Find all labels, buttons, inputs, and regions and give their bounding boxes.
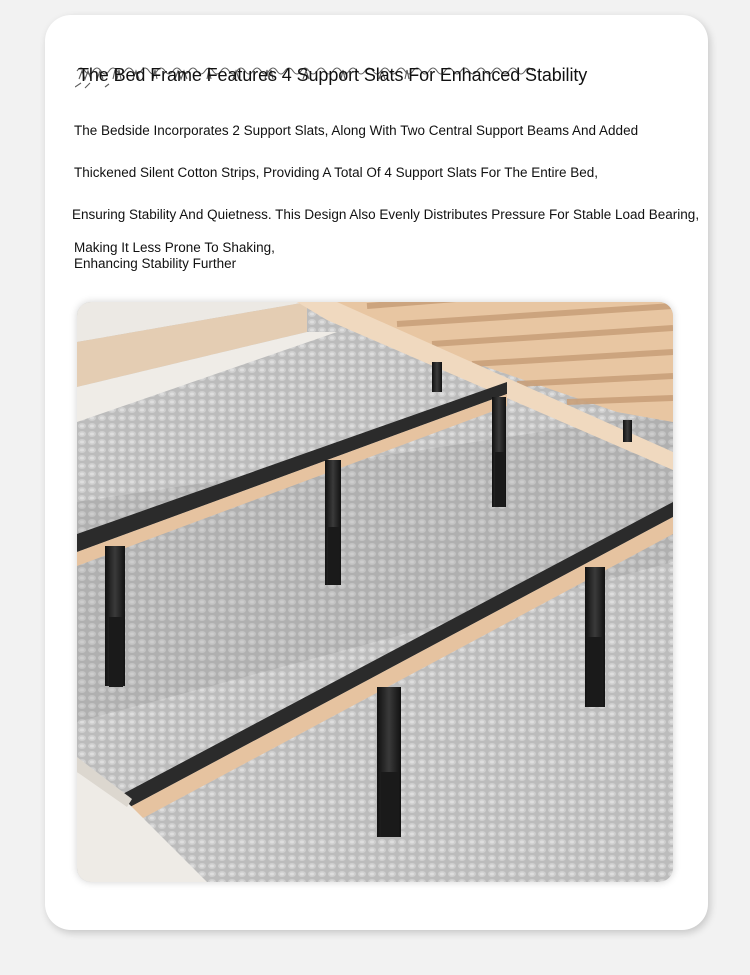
bed-frame-photo (77, 302, 673, 882)
description-line-1: The Bedside Incorporates 2 Support Slats, Along With Two Central Support Beams And Added (74, 123, 639, 138)
content-card (45, 15, 708, 930)
page-title: The Bed Frame Features 4 Support Slats For Enhanced Stability (78, 65, 588, 85)
description-line-2: Thickened Silent Cotton Strips, Providing A Total Of 4 Support Slats For The Entire Bed, (74, 165, 599, 180)
description-line-4: Making It Less Prone To Shaking, (74, 240, 275, 255)
description-line-3: Ensuring Stability And Quietness. This Design Also Evenly Distributes Pressure For Stable Load Bearing, (72, 207, 700, 222)
description-line-5: Enhancing Stability Further (74, 256, 237, 271)
